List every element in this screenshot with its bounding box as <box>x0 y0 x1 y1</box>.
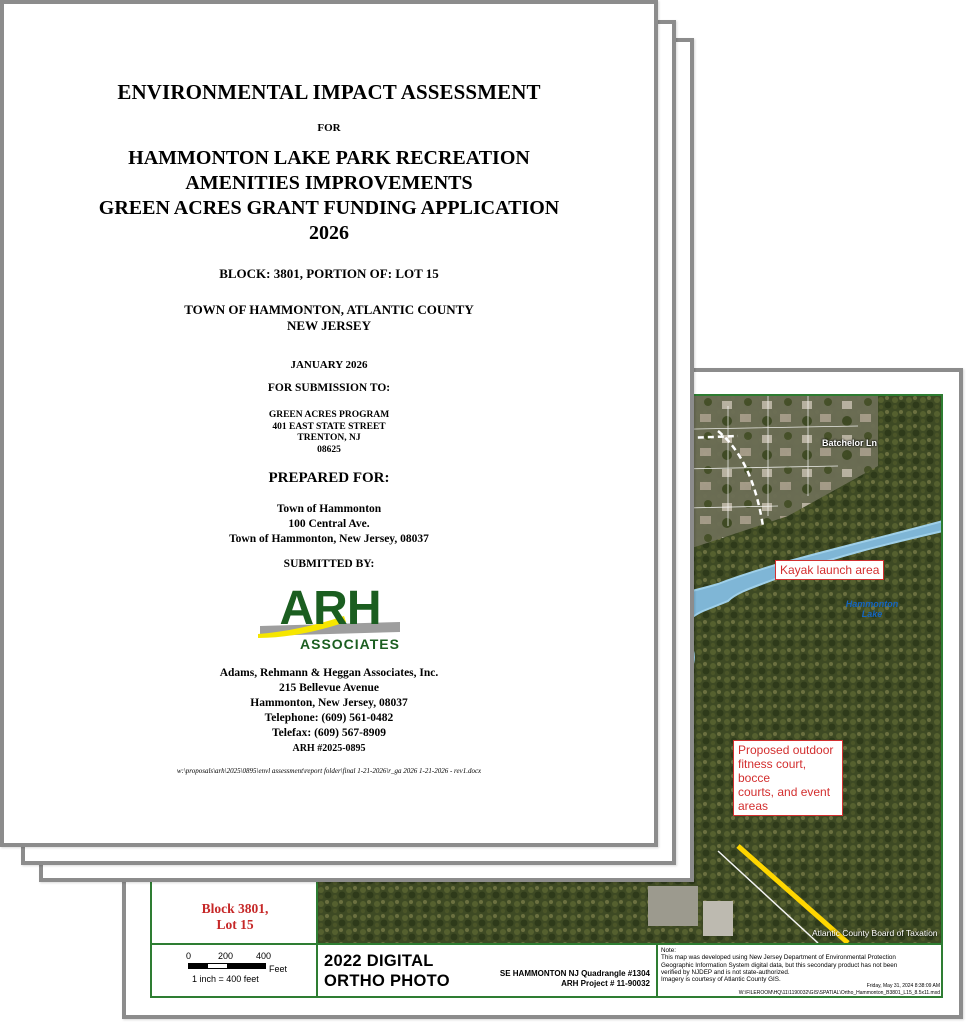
prepared-for-address: Town of Hammonton 100 Central Ave. Town of Hammonton, New Jersey, 08037 <box>229 503 429 545</box>
cover-content <box>4 4 654 843</box>
arh-address: Adams, Rehmann & Heggan Associates, Inc. 215 Bellevue Avenue Hammonton, New Jersey, 08037 Telephone: (609) 561-0482 Telefax: (609) 567-8909 <box>219 667 439 739</box>
prepared-for-heading: PREPARED FOR: <box>268 470 390 486</box>
imagery-credit: Atlantic County Board of Taxation <box>812 928 938 938</box>
amenities-callout: Proposed outdoor fitness court, bocce courts, and event areas <box>733 740 843 816</box>
scale-tick-0: 0 <box>186 951 192 961</box>
print-date: Friday, May 31, 2024 8:38:09 AM <box>866 983 940 989</box>
map-footer <box>152 943 943 998</box>
logo-letters: ARH <box>279 582 381 635</box>
scale-tick-400: 400 <box>256 951 272 961</box>
block-lot-label: Block 3801, Lot 15 <box>201 901 269 932</box>
map-title-box <box>318 945 658 998</box>
scale-graphic <box>188 963 266 969</box>
scale-unit: Feet <box>269 964 288 974</box>
scale-bar <box>152 945 318 998</box>
file-path: w:\proposals\arh\2025\0895\envl assessment\report folder\final 1-21-2026\r_ga 2026 1-21-2026 - rev1.docx <box>176 767 482 775</box>
scale-tick-200: 200 <box>218 951 234 961</box>
arh-logo <box>254 582 406 652</box>
for-label: FOR <box>317 122 341 134</box>
scale-ratio: 1 inch = 400 feet <box>192 974 259 984</box>
submission-heading: FOR SUBMISSION TO: <box>267 382 391 394</box>
quadrangle-label: SE HAMMONTON NJ Quadrangle #1304 <box>499 969 650 978</box>
kayak-callout: Kayak launch area <box>775 560 884 580</box>
lake-label: Hammonton Lake <box>845 599 899 619</box>
document-date: JANUARY 2026 <box>290 359 368 371</box>
map-note: Note: This map was developed using New Jersey Department of Environmental Protection Geographic Information System digital data, but this secondary product has not been verified by NJDEP and is not state-authorized. Imagery is courtesy of Atlantic County GIS. Friday, May 31, 2024 8:38:09 AM W:\FILEROOM\HQ\11\1190032\GIS\SPATIAL\Ortho_Hammonton_B3801_L15_8.5x11.mxd <box>661 947 940 996</box>
block-lot: BLOCK: 3801, PORTION OF: LOT 15 <box>219 266 439 281</box>
document-title: ENVIRONMENTAL IMPACT ASSESSMENT <box>117 80 541 104</box>
street-label-batchelor: Batchelor Ln <box>822 438 878 448</box>
project-number: ARH Project # 11-90032 <box>561 979 650 988</box>
green-acres-address: GREEN ACRES PROGRAM 401 EAST STATE STREET TRENTON, NJ 08625 <box>268 410 390 455</box>
submitted-by-heading: SUBMITTED BY: <box>283 558 375 570</box>
arh-project-number: ARH #2025-0895 <box>292 743 366 754</box>
town-county: TOWN OF HAMMONTON, ATLANTIC COUNTY NEW JERSEY <box>184 302 474 333</box>
project-title: HAMMONTON LAKE PARK RECREATION AMENITIES IMPROVEMENTS GREEN ACRES GRANT FUNDING APPLICATION 2026 <box>98 147 560 244</box>
mxd-path: W:\FILEROOM\HQ\11\1190032\GIS\SPATIAL\Ortho_Hammonton_B3801_L15_8.5x11.mxd <box>738 990 940 996</box>
logo-subtitle: ASSOCIATES <box>300 636 400 652</box>
map-title: 2022 DIGITAL ORTHO PHOTO <box>324 952 450 990</box>
